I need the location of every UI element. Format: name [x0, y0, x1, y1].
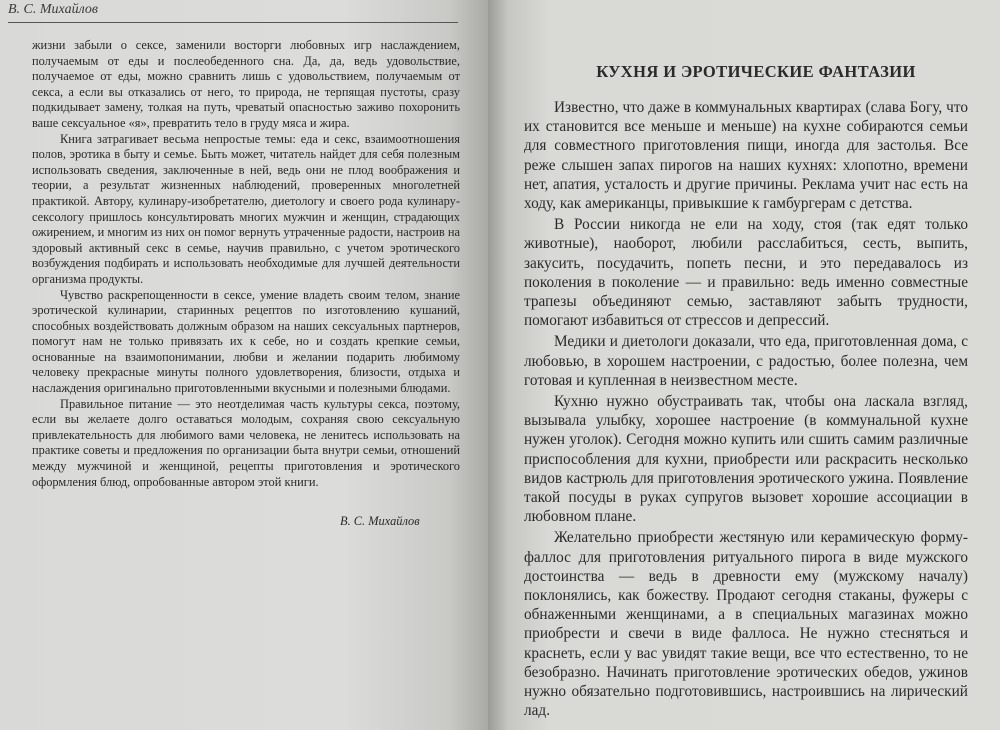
- running-head: В. С. Михайлов: [8, 2, 98, 17]
- paragraph: Известно, что даже в коммунальных квартирах (слава Богу, что их становится все меньше и меньше) на кухне собираются семьи для совместного приготовления пищи, иногда для застолья. Все реже слышен запах пирогов на наших кухнях: хлопотно, времени нет, апатия, усталость и другие причины. Реклама учит нас есть на ходу, как американцы, привыкшие к гамбургерам с детства.: [524, 99, 968, 213]
- author-signature: В. С. Михайлов: [340, 514, 420, 528]
- paragraph: В России никогда не ели на ходу, стоя (так едят только животные), наоборот, любили расслабиться, сесть, выпить, закусить, посудачить, попеть песни, и это передавалось из поколения в поколение — и правильно: ведь именно совместные трапезы объединяют семью, заставляют забыть трудности, помогают избавиться от стрессов и депрессий.: [524, 216, 968, 330]
- right-page-body: [524, 98, 968, 721]
- left-page: [0, 0, 488, 730]
- paragraph: Кухню нужно обустраивать так, чтобы она ласкала взгляд, вызывала улыбку, хорошее настроение (в коммунальной кухне нужен уголок). Сегодня можно купить или сшить самим различные приспособления для кухни, приобрести или раскрасить несколько видов кастрюль для приготовления эротического ужина. Появление такой посуды в руках супругов вызовет хорошие ассоциации в любовном плане.: [524, 393, 968, 526]
- paragraph: Правильное питание — это неотделимая часть культуры секса, поэтому, если вы желаете долго оставаться молодым, сохраняя свою сексуальную привлекательность для любимого вами человека, не ленитесь использовать на практике советы и предложения по организации быта внутри семьи, отношений между мужчиной и женщиной, рецепты приготовления и эротического оформления блюд, опробованные автором этой книги.: [32, 396, 460, 489]
- chapter-title: КУХНЯ И ЭРОТИЧЕСКИЕ ФАНТАЗИИ: [596, 62, 916, 81]
- paragraph: жизни забыли о сексе, заменили восторги любовных игр наслаждением, получаемым от еды и послеобеденного сна. Да, да, ведь удовольствие, получаемое от еды, можно сравнить лишь с удовольствием, получаемым от секса, а если вы отказались от него, то природа, не терпящая пустоты, сразу подкидывает замену, толкая на путь, чреватый опасностью заживо похоронить ваше сексуальное «я», превратить тело в груду мяса и жира.: [32, 38, 460, 130]
- paragraph: Желательно приобрести жестяную или керамическую форму-фаллос для приготовления ритуального пирога в виде мужского достоинства — ведь в древности ему (мужскому началу) поклонялись, как божеству. Продают сегодня стаканы, фужеры с обнаженными женщинами, а в специальных магазинах можно приобрести и свечи в виде фаллоса. Не нужно стесняться и краснеть, если у вас увидят такие вещи, все что естественно, то не безобразно. Начинать приготовление эротических обедов, ужинов нужно обязательно подготовившись, настроившись на лирический лад.: [524, 529, 968, 720]
- paragraph: Медики и диетологи доказали, что еда, приготовленная дома, с любовью, в хорошем настроении, с радостью, более полезна, чем готовая и купленная в неизвестном месте.: [524, 333, 968, 389]
- header-rule: [8, 22, 458, 23]
- right-page: [488, 0, 1000, 730]
- left-page-body: [32, 38, 460, 490]
- paragraph: Книга затрагивает весьма непростые темы: еда и секс, взаимоотношения полов, эротика в быту и семье. Быть может, читатель найдет для себя полезным использовать сведения, заключенные в ней, ведь они не плод воображения и теории, а результат жизненных наблюдений, проверенных многолетней практикой. Автору, кулинару-изобретателю, диетологу и своего рода кулинару-сексологу пришлось консультировать многих мужчин и женщин, страдающих ожирением, и многим из них он помог вернуть утраченные радости, настроив на здоровый активный секс в семье, научив правильно, с учетом эротического возбуждения подбирать и использовать необходимые для лучшей деятельности организма продукты.: [32, 131, 460, 286]
- paragraph: Чувство раскрепощенности в сексе, умение владеть своим телом, знание эротической кулинарии, старинных рецептов по изготовлению кушаний, способных воздействовать должным образом на наших сексуальных партнеров, помогут нам не только привязать их к себе, но и создать крепкие семьи, основанные на взаимопонимании, любви и желании подарить любимому человеку прекрасные минуты полного удовлетворения, близости, отдыха и наслаждения оригинально приготовленными вкусными и полезными блюдами.: [32, 287, 460, 396]
